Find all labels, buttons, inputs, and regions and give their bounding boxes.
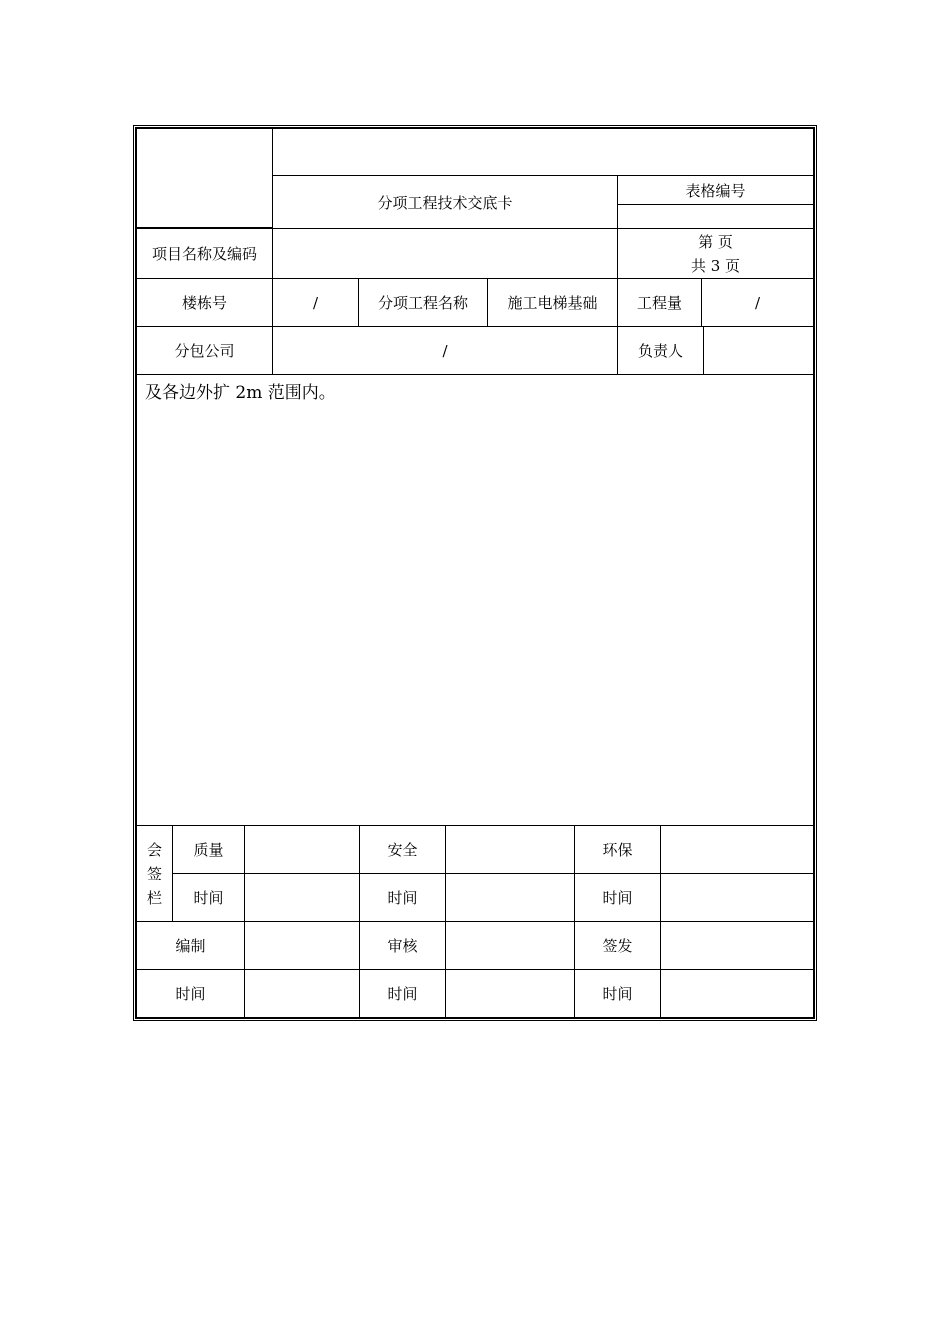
safety-time-label-text: 时间 [387, 889, 418, 907]
quantity-label [617, 278, 702, 327]
review-time-label-text: 时间 [387, 985, 418, 1003]
compile-label [136, 921, 245, 970]
project-name-label [136, 228, 273, 279]
safety-time-field[interactable] [445, 873, 575, 922]
safety-sign-field[interactable] [445, 825, 575, 874]
form-number-label-text: 表格编号 [685, 181, 746, 200]
quality-sign-field[interactable] [244, 825, 360, 874]
subcontractor-label [136, 326, 273, 375]
issue-time-label [574, 969, 661, 1018]
environment-time-label-text: 时间 [602, 889, 633, 907]
environment-sign-field[interactable] [660, 825, 814, 874]
countersign-char-1: 会 [146, 840, 162, 859]
safety-label-text: 安全 [387, 841, 418, 859]
form-number-value[interactable] [617, 204, 814, 229]
content-area[interactable] [136, 374, 814, 826]
subcontractor-value-text: / [442, 341, 448, 360]
page-number-box [617, 228, 814, 279]
content-text: 及各边外扩 2m 范围内。 [145, 383, 336, 403]
issue-label-text: 签发 [602, 937, 633, 955]
quality-time-field[interactable] [244, 873, 360, 922]
environment-time-field[interactable] [660, 873, 814, 922]
building-label-text: 楼栋号 [181, 294, 227, 312]
responsible-label [617, 326, 704, 375]
countersign-char-3: 栏 [146, 888, 162, 907]
subitem-label [358, 278, 488, 327]
safety-label [359, 825, 446, 874]
review-time-field[interactable] [445, 969, 575, 1018]
card-grid [136, 128, 814, 1018]
logo-area [136, 128, 273, 228]
subitem-value-text: 施工电梯基础 [507, 294, 598, 312]
building-label [136, 278, 273, 327]
page-total: 共 3 页 [690, 256, 741, 275]
environment-label [574, 825, 661, 874]
compile-sign-field[interactable] [244, 921, 360, 970]
review-sign-field[interactable] [445, 921, 575, 970]
project-name-value[interactable] [272, 228, 618, 279]
building-value[interactable] [272, 278, 359, 327]
countersign-char-2: 签 [146, 864, 162, 883]
subitem-label-text: 分项工程名称 [377, 294, 468, 312]
compile-label-text: 编制 [175, 937, 206, 955]
building-value-text: / [312, 293, 319, 312]
responsible-label-text: 负责人 [637, 342, 683, 360]
review-label [359, 921, 446, 970]
quality-label [172, 825, 245, 874]
quality-label-text: 质量 [193, 841, 224, 859]
issue-time-label-text: 时间 [602, 985, 633, 1003]
issue-sign-field[interactable] [660, 921, 814, 970]
page-no-label: 第 页 [698, 232, 733, 251]
card-title [272, 175, 618, 229]
card-title-text: 分项工程技术交底卡 [377, 193, 513, 212]
issue-label [574, 921, 661, 970]
project-name-label-text: 项目名称及编码 [151, 245, 257, 263]
review-label-text: 审核 [387, 937, 418, 955]
environment-time-label [574, 873, 661, 922]
subcontractor-value[interactable] [272, 326, 618, 375]
subcontractor-label-text: 分包公司 [174, 342, 235, 360]
compile-time-label [136, 969, 245, 1018]
quality-time-label [172, 873, 245, 922]
top-right-blank [272, 128, 814, 176]
countersign-label [136, 825, 173, 922]
form-number-label [617, 175, 814, 205]
compile-time-field[interactable] [244, 969, 360, 1018]
quantity-label-text: 工程量 [636, 294, 682, 312]
quality-time-label-text: 时间 [193, 889, 224, 907]
safety-time-label [359, 873, 446, 922]
responsible-value[interactable] [703, 326, 814, 375]
quantity-value-text: / [754, 293, 761, 312]
subitem-value[interactable] [487, 278, 618, 327]
issue-time-field[interactable] [660, 969, 814, 1018]
compile-time-label-text: 时间 [175, 985, 206, 1003]
environment-label-text: 环保 [602, 841, 633, 859]
quantity-value[interactable] [701, 278, 814, 327]
review-time-label [359, 969, 446, 1018]
